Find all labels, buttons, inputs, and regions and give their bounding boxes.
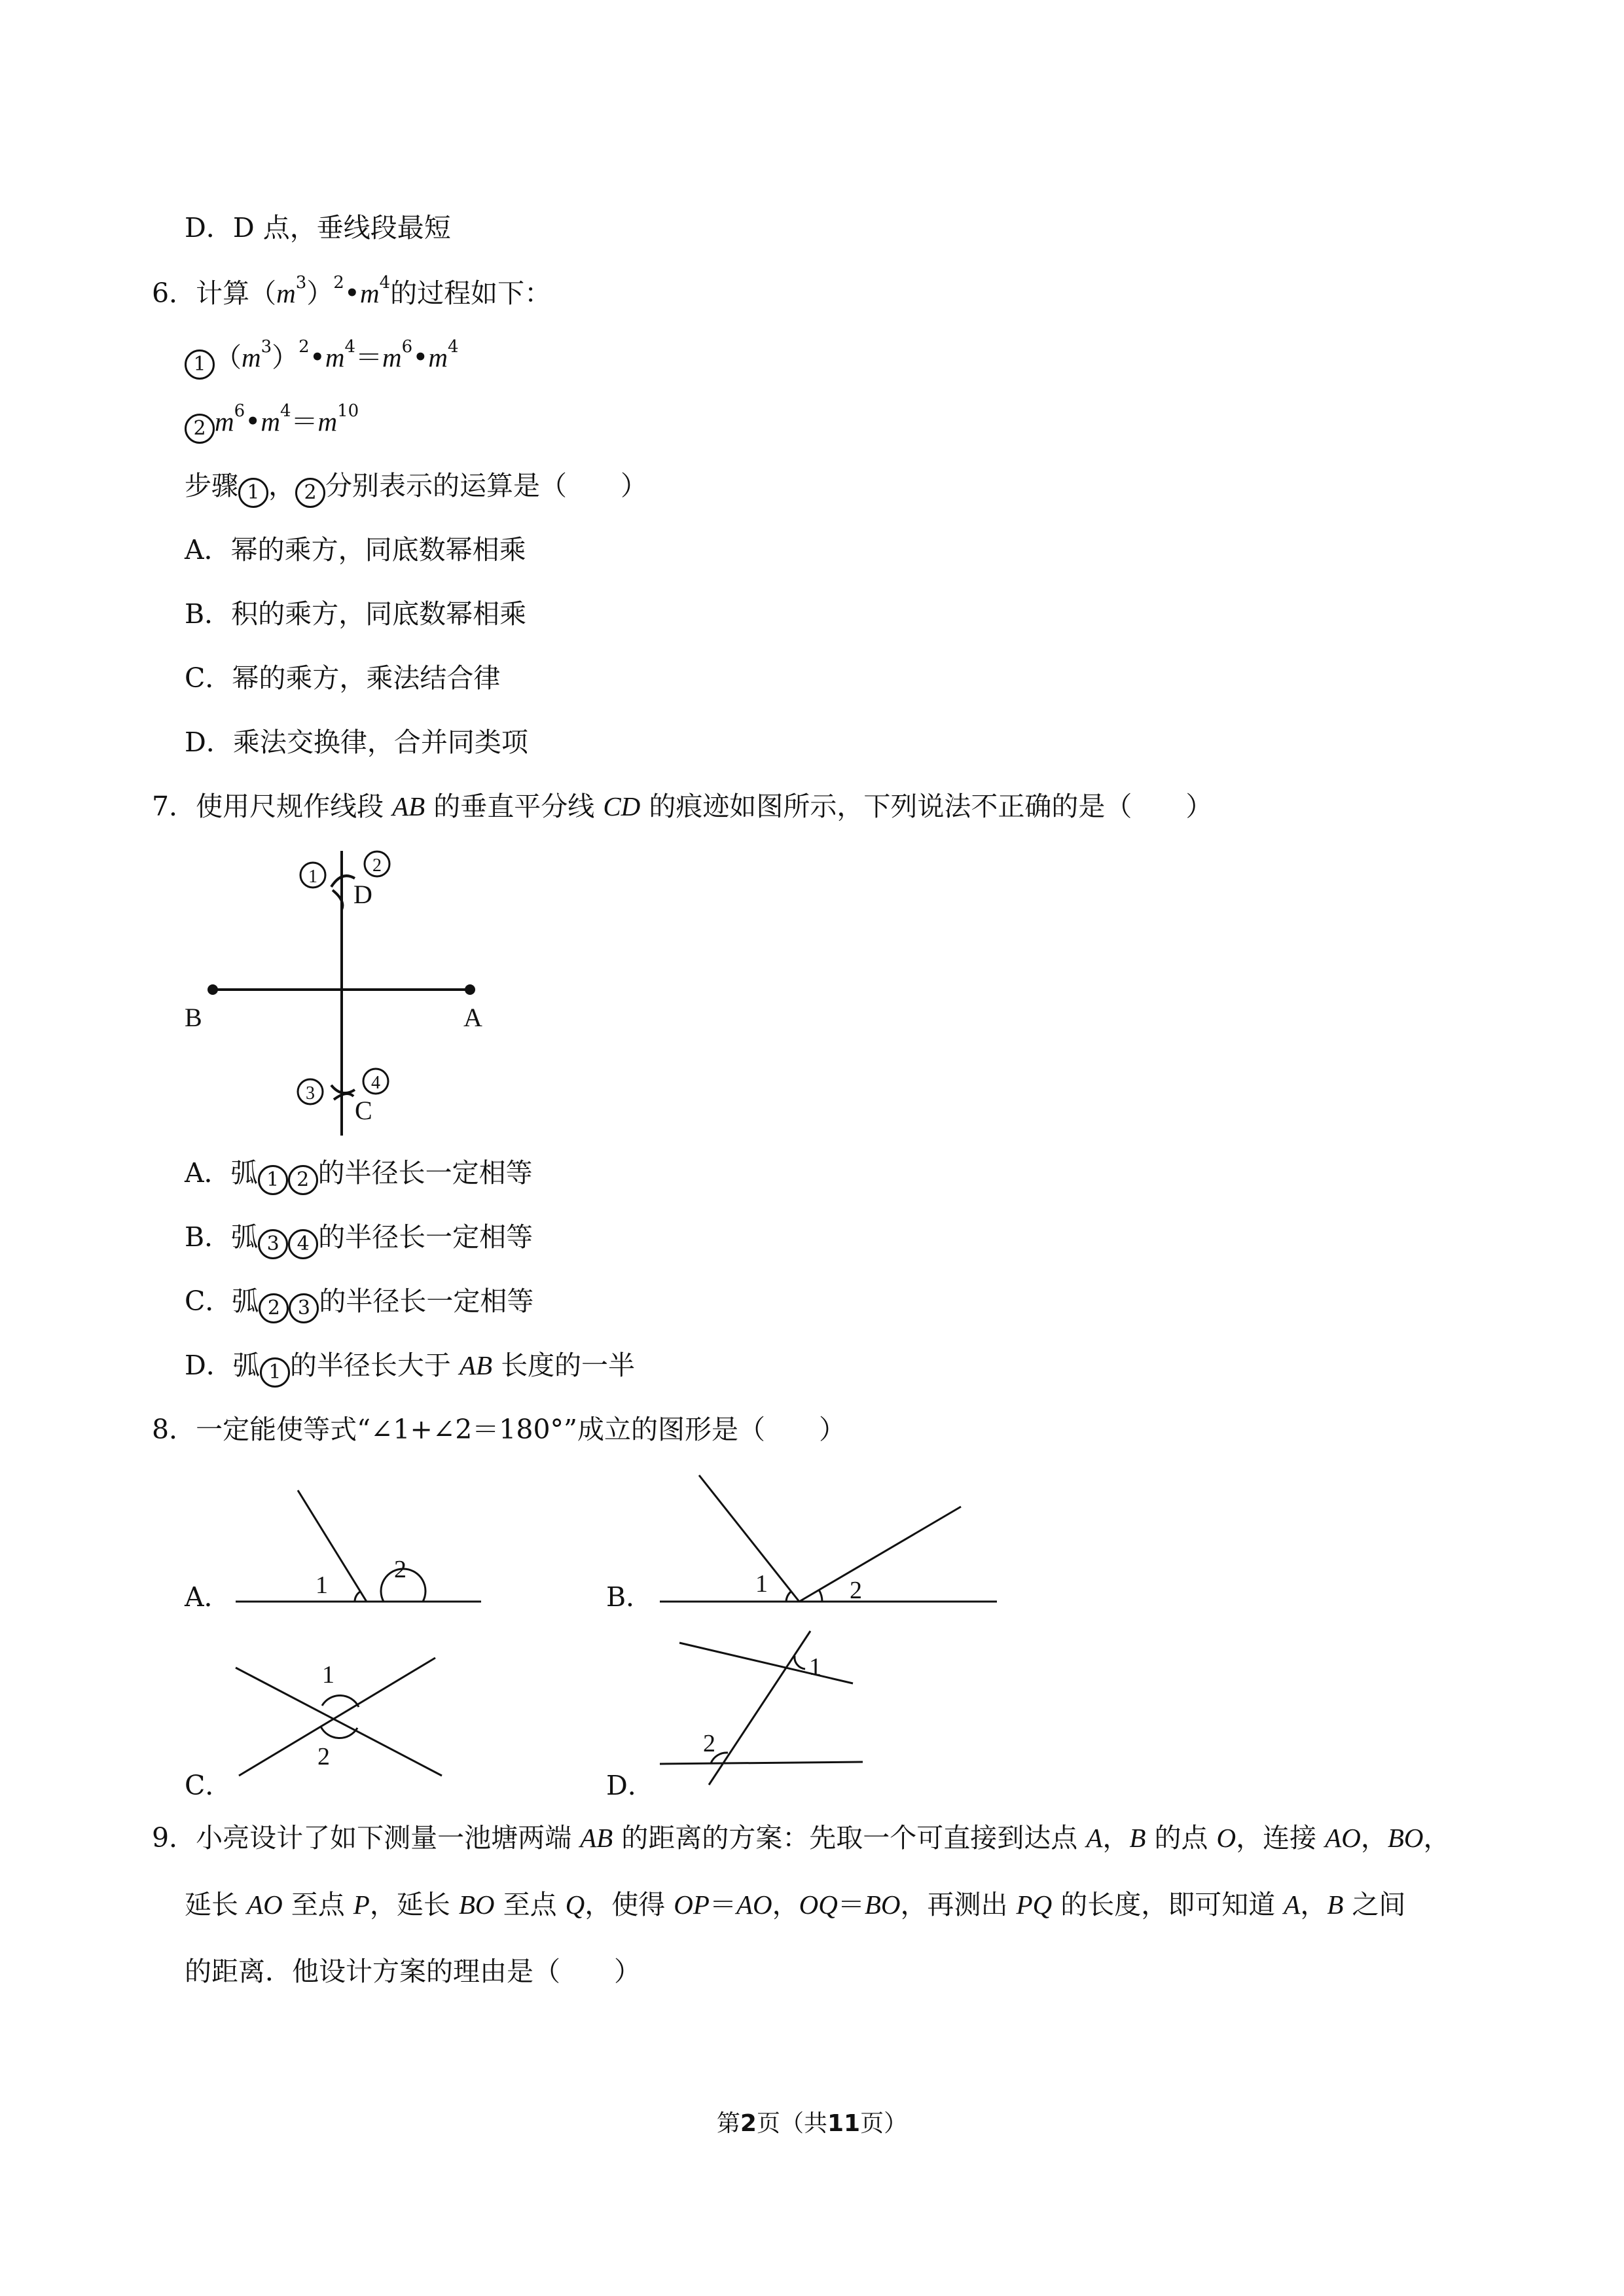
q9-line-2: 延长 AO 至点 P，延长 BO 至点 Q，使得 OP＝AO，OQ＝BO，再测出 PQ 的长度，即可知道 A，B 之间	[185, 1889, 1406, 1920]
arc-4-mark	[334, 1094, 353, 1100]
page-number: 2	[740, 2110, 757, 2137]
q8-figure-a	[229, 1480, 491, 1611]
q6-option-a: A．幂的乘方，同底数幂相乘	[185, 534, 526, 565]
q7-option-a: A．弧 1 2 的半径长一定相等	[185, 1155, 533, 1195]
q8-figure-c	[229, 1641, 452, 1792]
svg-text:1: 1	[322, 1661, 334, 1689]
arc-1-label: 1	[308, 867, 317, 887]
point-a-label: A	[463, 1003, 482, 1032]
arc-2-label: 2	[372, 855, 382, 876]
q7-option-c: C．弧 2 3 的半径长一定相等	[185, 1283, 533, 1323]
point-b-label: B	[185, 1003, 202, 1032]
circled-number: 1	[260, 1357, 290, 1388]
q6-stem: 6．计算$(m^3)^2•m^4$的过程如下：	[152, 273, 552, 309]
q6-question: 步骤 1 ， 2 分别表示的运算是（ ）	[185, 467, 647, 508]
svg-text:2: 2	[394, 1556, 406, 1583]
q7-option-b: B．弧 3 4 的半径长一定相等	[185, 1219, 533, 1259]
circled-number-1: 1	[185, 350, 215, 380]
q7-stem: 7．使用尺规作线段 AB 的垂直平分线 CD 的痕迹如图所示，下列说法不正确的是（ ）	[152, 791, 1213, 822]
svg-text:1: 1	[316, 1571, 328, 1599]
q8-figure-d	[653, 1624, 889, 1788]
q9-line-1: 9．小亮设计了如下测量一池塘两端 AB 的距离的方案：先取一个可直接到达点 A，B 的点 O，连接 AO，BO，	[152, 1822, 1451, 1854]
arc-3-label: 3	[306, 1083, 315, 1103]
q8-option-b-label: B．	[606, 1581, 653, 1613]
circled-number-2: 2	[185, 414, 215, 444]
circled-number: 2	[259, 1293, 289, 1323]
q8-figure-b	[653, 1467, 1007, 1611]
svg-text:2: 2	[317, 1743, 330, 1770]
q8-option-c-label: C．	[185, 1770, 232, 1801]
arc-4-label: 4	[371, 1073, 380, 1093]
page-footer: 第2页（共11页）	[716, 2110, 908, 2137]
point-d-label: D	[353, 880, 372, 909]
page-total: 11	[827, 2110, 861, 2137]
q6-step-1: 1 $(m^3)^2•m^4=m^6•m^4$	[185, 339, 459, 380]
circled-number: 4	[288, 1229, 318, 1259]
q8-stem: 8．一定能使等式“∠1+∠2＝180°”成立的图形是（ ）	[152, 1414, 846, 1445]
q7-option-d: D．弧 1 的半径长大于 AB 长度的一半	[185, 1347, 635, 1388]
q7-figure	[177, 838, 543, 1145]
q5-option-d: D．D 点，垂线段最短	[185, 212, 451, 243]
point-a-dot	[465, 984, 475, 995]
circled-number: 3	[289, 1293, 319, 1323]
circled-number-1: 1	[238, 478, 268, 508]
q6-option-b: B．积的乘方，同底数幂相乘	[185, 598, 527, 630]
q6-step-2: 2 $m^6•m^4=m^{10}$	[185, 403, 359, 444]
point-c-label: C	[355, 1096, 372, 1125]
circled-number-2: 2	[295, 478, 325, 508]
point-b-dot	[208, 984, 218, 995]
q9-line-3: 的距离．他设计方案的理由是（ ）	[185, 1956, 641, 1987]
circled-number: 3	[258, 1229, 288, 1259]
q8-option-a-label: A．	[185, 1581, 231, 1613]
svg-text:1: 1	[809, 1653, 821, 1681]
svg-text:1: 1	[755, 1570, 768, 1598]
circled-number: 2	[288, 1165, 318, 1195]
q6-option-c: C．幂的乘方，乘法结合律	[185, 662, 501, 694]
circled-number: 1	[258, 1165, 288, 1195]
svg-text:2: 2	[703, 1730, 715, 1757]
q6-option-d: D．乘法交换律，合并同类项	[185, 726, 528, 758]
svg-text:2: 2	[850, 1577, 862, 1604]
q8-option-d-label: D．	[606, 1770, 655, 1801]
